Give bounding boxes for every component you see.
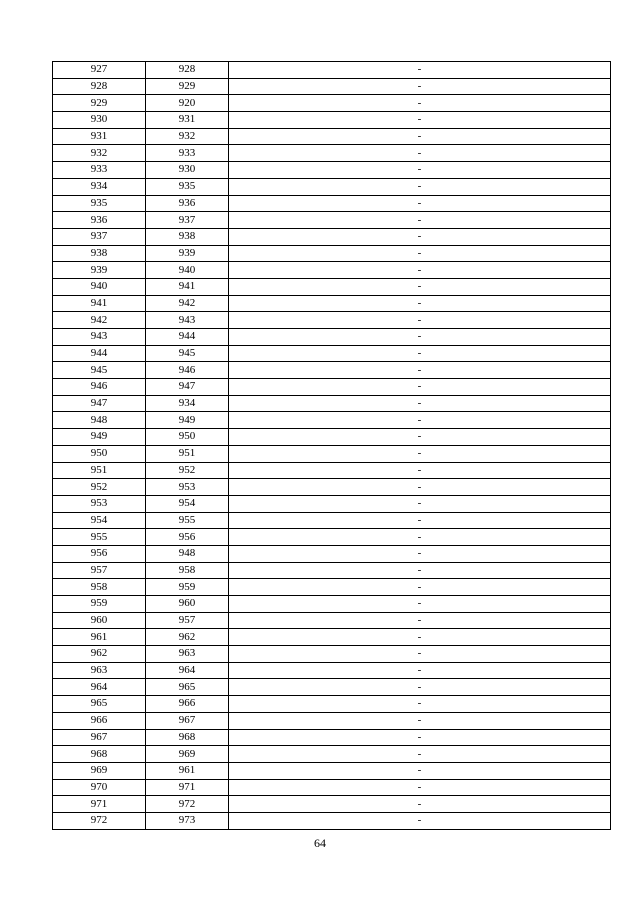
table-cell-col1: 931 (53, 128, 146, 145)
table-cell-col2: 929 (146, 78, 229, 95)
table-cell-col1: 952 (53, 479, 146, 496)
table-row (53, 128, 611, 145)
table-row (53, 162, 611, 179)
table-cell-col2: 961 (146, 762, 229, 779)
table-cell-col1: 944 (53, 345, 146, 362)
table-row (53, 612, 611, 629)
table-row (53, 112, 611, 129)
table-cell-col3: - (229, 178, 611, 195)
table-row (53, 596, 611, 613)
table-cell-col2: 944 (146, 329, 229, 346)
table-row (53, 796, 611, 813)
table-cell-col3: - (229, 712, 611, 729)
table-cell-col2: 932 (146, 128, 229, 145)
table-cell-col1: 927 (53, 62, 146, 79)
table-cell-col2: 948 (146, 545, 229, 562)
table-cell-col2: 940 (146, 262, 229, 279)
table-row (53, 629, 611, 646)
table-cell-col3: - (229, 62, 611, 79)
table-cell-col3: - (229, 462, 611, 479)
table-cell-col1: 953 (53, 495, 146, 512)
table-cell-col3: - (229, 245, 611, 262)
page-number: 64 (314, 836, 326, 850)
table-cell-col3: - (229, 629, 611, 646)
table-cell-col2: 966 (146, 696, 229, 713)
table-row (53, 212, 611, 229)
table-row (53, 295, 611, 312)
table-cell-col1: 932 (53, 145, 146, 162)
table-cell-col2: 969 (146, 746, 229, 763)
table-cell-col2: 962 (146, 629, 229, 646)
table-cell-col1: 951 (53, 462, 146, 479)
table-row (53, 345, 611, 362)
table-cell-col1: 949 (53, 429, 146, 446)
table-row (53, 579, 611, 596)
table-cell-col3: - (229, 545, 611, 562)
table-cell-col3: - (229, 112, 611, 129)
table-cell-col2: 967 (146, 712, 229, 729)
table-cell-col3: - (229, 779, 611, 796)
table-row (53, 712, 611, 729)
table-cell-col2: 943 (146, 312, 229, 329)
table-cell-col1: 943 (53, 329, 146, 346)
table-cell-col1: 958 (53, 579, 146, 596)
table-row (53, 195, 611, 212)
table-cell-col3: - (229, 429, 611, 446)
table-cell-col2: 949 (146, 412, 229, 429)
table-cell-col1: 963 (53, 662, 146, 679)
table-cell-col1: 946 (53, 379, 146, 396)
table-cell-col2: 946 (146, 362, 229, 379)
table-cell-col3: - (229, 162, 611, 179)
table-cell-col3: - (229, 812, 611, 829)
table-cell-col3: - (229, 262, 611, 279)
table-cell-col3: - (229, 212, 611, 229)
table-row (53, 746, 611, 763)
table-cell-col3: - (229, 412, 611, 429)
table-cell-col2: 945 (146, 345, 229, 362)
table-row (53, 278, 611, 295)
table-cell-col3: - (229, 445, 611, 462)
table-cell-col3: - (229, 312, 611, 329)
table-cell-col3: - (229, 78, 611, 95)
table-cell-col1: 930 (53, 112, 146, 129)
table-cell-col2: 958 (146, 562, 229, 579)
table-row (53, 429, 611, 446)
table-cell-col1: 934 (53, 178, 146, 195)
table-cell-col3: - (229, 696, 611, 713)
table-row (53, 62, 611, 79)
table-cell-col2: 933 (146, 145, 229, 162)
table-cell-col1: 960 (53, 612, 146, 629)
table-row (53, 379, 611, 396)
table-row (53, 145, 611, 162)
table-cell-col1: 961 (53, 629, 146, 646)
table-cell-col2: 954 (146, 495, 229, 512)
table-cell-col1: 956 (53, 545, 146, 562)
table-cell-col3: - (229, 579, 611, 596)
table-row (53, 679, 611, 696)
table-cell-col1: 940 (53, 278, 146, 295)
table-cell-col1: 964 (53, 679, 146, 696)
table-row (53, 662, 611, 679)
table-cell-col1: 955 (53, 529, 146, 546)
table-cell-col2: 973 (146, 812, 229, 829)
table-cell-col2: 935 (146, 178, 229, 195)
table-row (53, 812, 611, 829)
table-cell-col1: 929 (53, 95, 146, 112)
table-row (53, 479, 611, 496)
table-cell-col1: 938 (53, 245, 146, 262)
table-cell-col2: 941 (146, 278, 229, 295)
table-cell-col1: 970 (53, 779, 146, 796)
table-cell-col2: 928 (146, 62, 229, 79)
table-cell-col2: 931 (146, 112, 229, 129)
table-row (53, 529, 611, 546)
table-cell-col1: 939 (53, 262, 146, 279)
table-row (53, 178, 611, 195)
table-cell-col1: 945 (53, 362, 146, 379)
table-cell-col1: 957 (53, 562, 146, 579)
table-row (53, 729, 611, 746)
table-cell-col1: 968 (53, 746, 146, 763)
table-cell-col1: 966 (53, 712, 146, 729)
table-cell-col3: - (229, 662, 611, 679)
table-row (53, 445, 611, 462)
table-cell-col2: 971 (146, 779, 229, 796)
table-cell-col3: - (229, 596, 611, 613)
table-cell-col3: - (229, 729, 611, 746)
table-cell-col2: 939 (146, 245, 229, 262)
table-cell-col2: 964 (146, 662, 229, 679)
table-cell-col2: 953 (146, 479, 229, 496)
table-cell-col2: 972 (146, 796, 229, 813)
table-row (53, 462, 611, 479)
table-cell-col3: - (229, 796, 611, 813)
table-cell-col2: 938 (146, 228, 229, 245)
table-cell-col3: - (229, 195, 611, 212)
table-cell-col2: 963 (146, 646, 229, 663)
table-row (53, 262, 611, 279)
table-cell-col1: 969 (53, 762, 146, 779)
data-table (52, 61, 611, 830)
table-cell-col2: 920 (146, 95, 229, 112)
table-cell-col1: 937 (53, 228, 146, 245)
table-cell-col2: 965 (146, 679, 229, 696)
table-row (53, 95, 611, 112)
table-cell-col3: - (229, 329, 611, 346)
table-cell-col3: - (229, 345, 611, 362)
table-cell-col2: 937 (146, 212, 229, 229)
table-cell-col2: 950 (146, 429, 229, 446)
table-cell-col1: 972 (53, 812, 146, 829)
table-cell-col1: 954 (53, 512, 146, 529)
table-cell-col3: - (229, 362, 611, 379)
table-cell-col2: 968 (146, 729, 229, 746)
table-cell-col3: - (229, 128, 611, 145)
table-cell-col1: 947 (53, 395, 146, 412)
table-cell-col3: - (229, 512, 611, 529)
table-cell-col3: - (229, 612, 611, 629)
table-cell-col2: 942 (146, 295, 229, 312)
table-body (53, 62, 611, 830)
table-cell-col3: - (229, 395, 611, 412)
table-cell-col3: - (229, 295, 611, 312)
table-row (53, 78, 611, 95)
table-cell-col1: 959 (53, 596, 146, 613)
table-cell-col3: - (229, 145, 611, 162)
table-row (53, 779, 611, 796)
table-cell-col3: - (229, 479, 611, 496)
table-cell-col2: 947 (146, 379, 229, 396)
table-row (53, 646, 611, 663)
table-cell-col3: - (229, 379, 611, 396)
table-cell-col3: - (229, 529, 611, 546)
table-cell-col1: 950 (53, 445, 146, 462)
table-row (53, 245, 611, 262)
table-cell-col1: 942 (53, 312, 146, 329)
table-cell-col2: 959 (146, 579, 229, 596)
table-cell-col1: 936 (53, 212, 146, 229)
table-row (53, 329, 611, 346)
table-row (53, 312, 611, 329)
table-row (53, 562, 611, 579)
table-row (53, 762, 611, 779)
table-cell-col2: 934 (146, 395, 229, 412)
table-cell-col2: 930 (146, 162, 229, 179)
table-cell-col3: - (229, 762, 611, 779)
table-cell-col1: 928 (53, 78, 146, 95)
table-cell-col2: 957 (146, 612, 229, 629)
table-cell-col1: 967 (53, 729, 146, 746)
table-cell-col3: - (229, 495, 611, 512)
table-row (53, 412, 611, 429)
table-cell-col3: - (229, 278, 611, 295)
table-row (53, 395, 611, 412)
table-row (53, 512, 611, 529)
table-row (53, 228, 611, 245)
table-cell-col1: 948 (53, 412, 146, 429)
table-cell-col3: - (229, 679, 611, 696)
table-cell-col2: 936 (146, 195, 229, 212)
table-cell-col2: 956 (146, 529, 229, 546)
table-cell-col3: - (229, 95, 611, 112)
table-cell-col2: 960 (146, 596, 229, 613)
table-cell-col1: 935 (53, 195, 146, 212)
table-row (53, 545, 611, 562)
table-cell-col1: 941 (53, 295, 146, 312)
table-cell-col1: 933 (53, 162, 146, 179)
table-cell-col2: 955 (146, 512, 229, 529)
table-cell-col1: 962 (53, 646, 146, 663)
table-cell-col1: 971 (53, 796, 146, 813)
table-cell-col3: - (229, 228, 611, 245)
table-cell-col2: 952 (146, 462, 229, 479)
table-cell-col3: - (229, 646, 611, 663)
table-cell-col1: 965 (53, 696, 146, 713)
table-row (53, 362, 611, 379)
table-cell-col2: 951 (146, 445, 229, 462)
table-cell-col3: - (229, 746, 611, 763)
table-row (53, 696, 611, 713)
table-row (53, 495, 611, 512)
table-cell-col3: - (229, 562, 611, 579)
